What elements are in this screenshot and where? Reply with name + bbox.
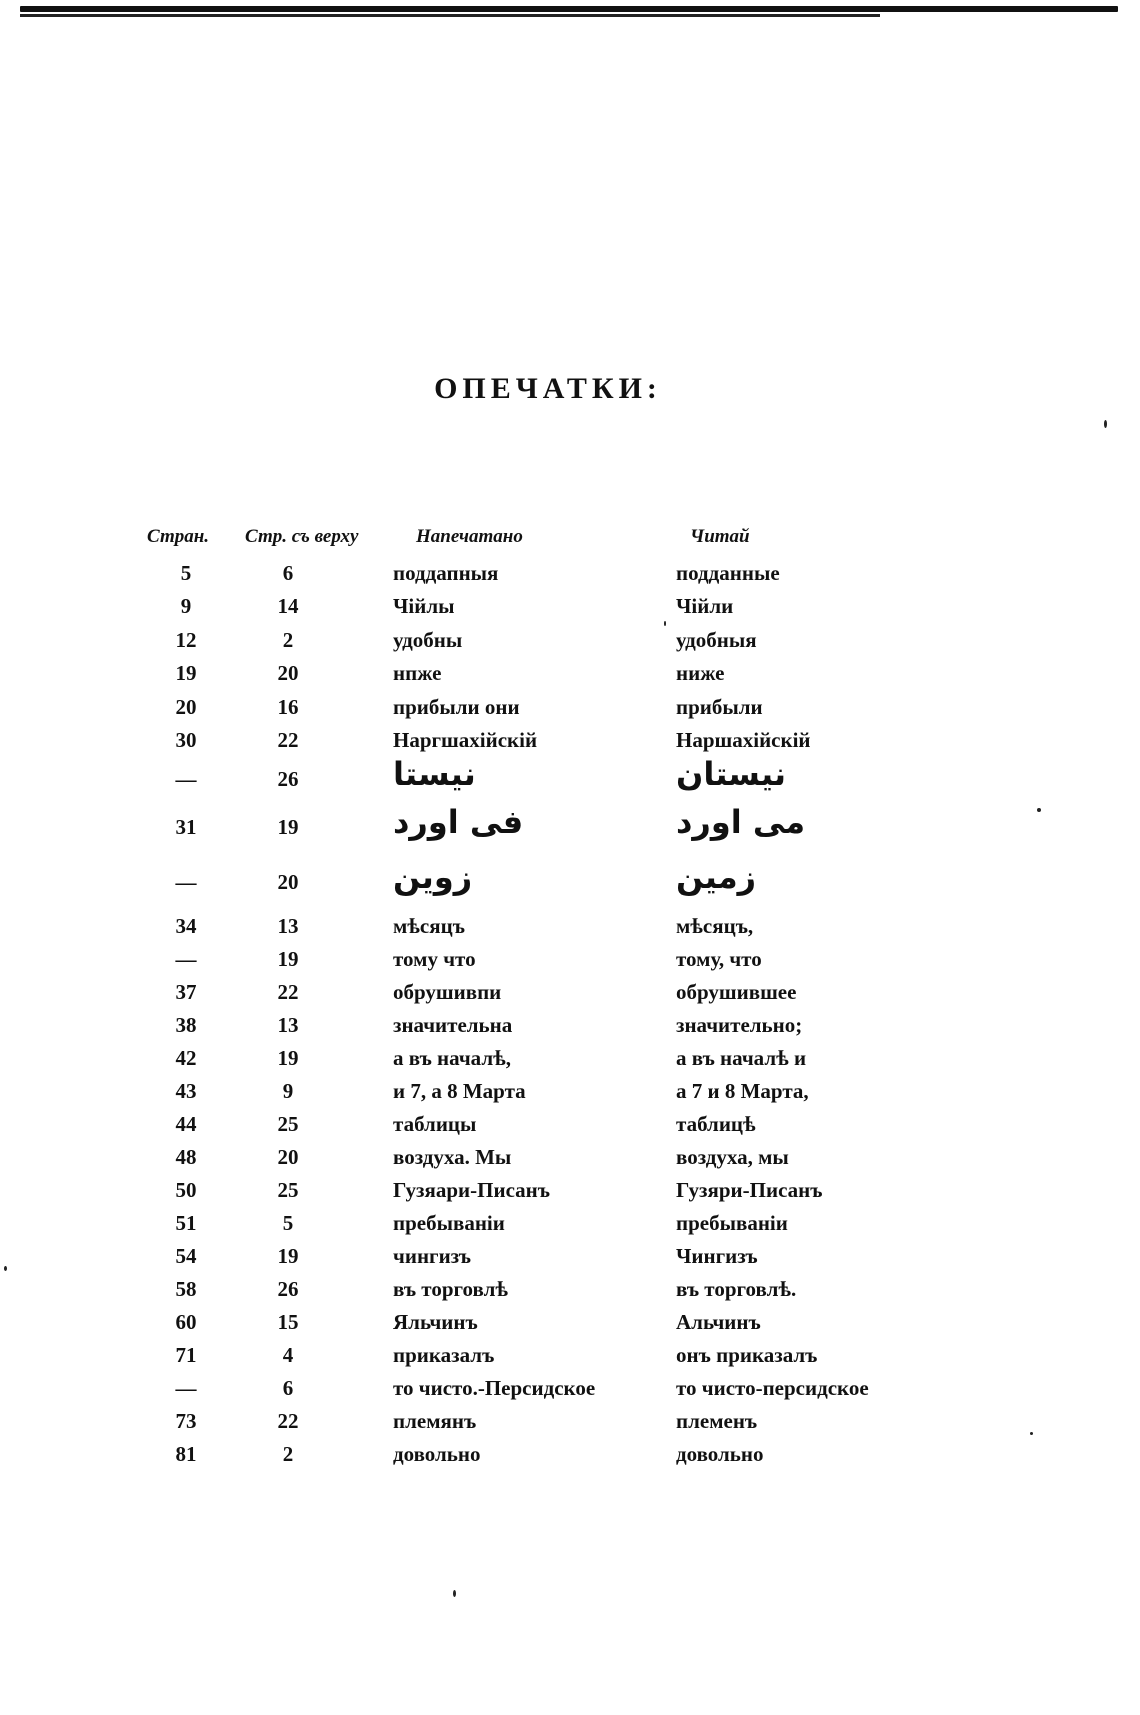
cell-read: онъ приказалъ [676, 1343, 818, 1367]
cell-printed: Гузяари-Писанъ [393, 1178, 550, 1202]
header-printed: Напечатано [416, 526, 523, 547]
errata-row [0, 1277, 1140, 1310]
cell-page: 48 [175, 1145, 197, 1169]
cell-line: 6 [282, 561, 294, 585]
cell-read: نيستان [676, 755, 787, 793]
header-page: Стран. [147, 526, 210, 547]
cell-line: 9 [282, 1079, 294, 1103]
cell-line: 14 [277, 594, 299, 618]
errata-row [0, 947, 1140, 980]
cell-page: 44 [175, 1112, 197, 1136]
cell-line: 25 [277, 1112, 299, 1136]
cell-line: 20 [277, 661, 299, 685]
cell-printed: мѣсяцъ [393, 914, 465, 938]
cell-printed: обрушивпи [393, 980, 502, 1004]
errata-row [0, 1079, 1140, 1112]
cell-printed: то чисто.-Персидское [393, 1376, 596, 1400]
cell-read: пребыванiи [676, 1211, 788, 1235]
cell-printed: нпже [393, 661, 442, 685]
cell-printed: племянъ [393, 1409, 477, 1433]
cell-read: ниже [676, 661, 725, 685]
header-read: Читай [690, 526, 750, 547]
errata-row [0, 914, 1140, 947]
cell-line: 6 [282, 1376, 294, 1400]
cell-line: 20 [277, 1145, 299, 1169]
cell-page: — [175, 947, 197, 971]
cell-read: воздуха, мы [676, 1145, 789, 1169]
cell-printed: воздуха. Мы [393, 1145, 512, 1169]
cell-line: 2 [282, 628, 294, 652]
cell-page: 19 [175, 661, 197, 685]
cell-read: мѣсяцъ, [676, 914, 754, 938]
errata-row [0, 1211, 1140, 1244]
cell-line: 22 [277, 980, 299, 1004]
cell-printed: и 7, а 8 Марта [393, 1079, 526, 1103]
cell-line: 5 [282, 1211, 294, 1235]
speck-mark [1030, 1432, 1033, 1435]
cell-line: 25 [277, 1178, 299, 1202]
cell-page: — [175, 767, 197, 791]
cell-read: زمين [676, 858, 757, 896]
cell-printed: Наргшахiйскiй [393, 728, 538, 752]
cell-printed: فى اورد [393, 803, 524, 841]
cell-read: Гузяри-Писанъ [676, 1178, 823, 1202]
cell-printed: значительна [393, 1013, 513, 1037]
cell-line: 15 [277, 1310, 299, 1334]
errata-row [0, 1178, 1140, 1211]
cell-read: довольно [676, 1442, 764, 1466]
errata-row [0, 980, 1140, 1013]
cell-page: 51 [175, 1211, 197, 1235]
cell-page: 71 [175, 1343, 197, 1367]
errata-row [0, 695, 1140, 728]
cell-line: 19 [277, 947, 299, 971]
cell-read: значительно; [676, 1013, 803, 1037]
cell-read: таблицѣ [676, 1112, 756, 1136]
cell-page: 37 [175, 980, 197, 1004]
errata-row [0, 1343, 1140, 1376]
cell-page: 81 [175, 1442, 197, 1466]
cell-read: Чингизъ [676, 1244, 758, 1268]
cell-line: 13 [277, 1013, 299, 1037]
cell-read: مى اورد [676, 803, 806, 841]
cell-line: 4 [282, 1343, 294, 1367]
cell-line: 26 [277, 1277, 299, 1301]
cell-read: прибыли [676, 695, 763, 719]
cell-line: 2 [282, 1442, 294, 1466]
errata-row [0, 1244, 1140, 1277]
cell-printed: Яльчинъ [393, 1310, 478, 1334]
errata-row [0, 1112, 1140, 1145]
cell-page: 31 [175, 815, 197, 839]
cell-line: 22 [277, 728, 299, 752]
errata-row [0, 755, 1140, 796]
cell-page: 34 [175, 914, 197, 938]
cell-page: — [175, 1376, 197, 1400]
cell-printed: نيستا [393, 755, 476, 793]
cell-page: 30 [175, 728, 197, 752]
errata-row [0, 594, 1140, 627]
cell-printed: чингизъ [393, 1244, 472, 1268]
errata-row [0, 1409, 1140, 1442]
cell-read: удобныя [676, 628, 757, 652]
cell-page: 12 [175, 628, 197, 652]
cell-page: 9 [180, 594, 192, 618]
speck-mark [1104, 420, 1107, 428]
errata-row [0, 1046, 1140, 1079]
cell-printed: тому что [393, 947, 476, 971]
errata-row [0, 1376, 1140, 1409]
speck-mark [4, 1266, 7, 1271]
cell-page: 42 [175, 1046, 197, 1070]
errata-row [0, 628, 1140, 661]
page-title: ОПЕЧАТКИ: [434, 372, 662, 405]
cell-printed: пребыванiи [393, 1211, 505, 1235]
cell-printed: удобны [393, 628, 463, 652]
errata-row [0, 1013, 1140, 1046]
speck-mark [453, 1590, 456, 1597]
cell-printed: довольно [393, 1442, 481, 1466]
cell-read: то чисто-персидское [676, 1376, 869, 1400]
cell-line: 22 [277, 1409, 299, 1433]
cell-line: 19 [277, 1046, 299, 1070]
errata-table-header [0, 526, 1140, 552]
cell-page: 58 [175, 1277, 197, 1301]
errata-row [0, 1145, 1140, 1178]
cell-printed: поддапныя [393, 561, 499, 585]
cell-printed: прибыли они [393, 695, 520, 719]
cell-line: 20 [277, 870, 299, 894]
cell-printed: زوين [393, 858, 473, 896]
cell-printed: Чiйлы [393, 594, 455, 618]
cell-page: 73 [175, 1409, 197, 1433]
errata-row [0, 803, 1140, 844]
cell-read: а 7 и 8 Марта, [676, 1079, 809, 1103]
cell-read: Альчинъ [676, 1310, 761, 1334]
header-line-from-top: Стр. съ верху [245, 526, 359, 547]
errata-row [0, 1442, 1140, 1475]
cell-read: тому, что [676, 947, 762, 971]
cell-read: Наршахiйскiй [676, 728, 811, 752]
cell-printed: приказалъ [393, 1343, 495, 1367]
cell-printed: а въ началѣ, [393, 1046, 511, 1070]
cell-page: 20 [175, 695, 197, 719]
cell-page: 38 [175, 1013, 197, 1037]
errata-row [0, 858, 1140, 899]
top-edge-rule [20, 6, 1118, 12]
cell-page: 50 [175, 1178, 197, 1202]
cell-line: 13 [277, 914, 299, 938]
errata-row [0, 728, 1140, 761]
cell-page: 5 [180, 561, 192, 585]
errata-row [0, 661, 1140, 694]
cell-read: подданные [676, 561, 780, 585]
cell-read: Чiйли [676, 594, 734, 618]
top-edge-rule-thin [20, 14, 880, 17]
errata-row [0, 1310, 1140, 1343]
errata-row [0, 561, 1140, 594]
cell-page: 60 [175, 1310, 197, 1334]
cell-printed: таблицы [393, 1112, 477, 1136]
cell-page: 43 [175, 1079, 197, 1103]
cell-line: 19 [277, 1244, 299, 1268]
cell-page: 54 [175, 1244, 197, 1268]
cell-line: 16 [277, 695, 299, 719]
cell-line: 26 [277, 767, 299, 791]
speck-mark [1037, 808, 1041, 812]
cell-read: племенъ [676, 1409, 758, 1433]
cell-printed: въ торговлѣ [393, 1277, 508, 1301]
cell-line: 19 [277, 815, 299, 839]
speck-mark [664, 621, 666, 626]
cell-read: обрушившее [676, 980, 797, 1004]
cell-page: — [175, 870, 197, 894]
cell-read: а въ началѣ и [676, 1046, 807, 1070]
cell-read: въ торговлѣ. [676, 1277, 797, 1301]
